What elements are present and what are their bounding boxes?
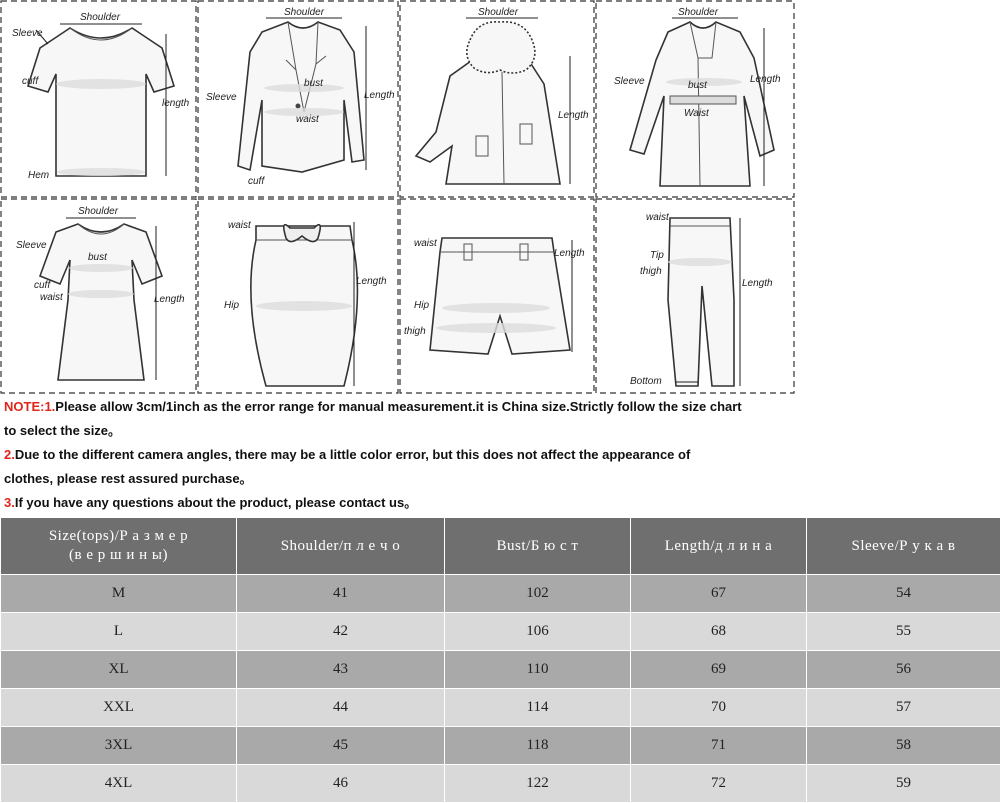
- cell-bust: 106: [445, 613, 631, 651]
- tshirt-diagram: [12, 12, 190, 181]
- dress-bust-label: bust: [88, 252, 108, 263]
- note-3-prefix: 3.: [4, 495, 15, 510]
- cell-size: XXL: [1, 689, 237, 727]
- header-size: [1, 518, 237, 575]
- blazer-shoulder-label: Shoulder: [284, 7, 325, 18]
- trench-sleeve-label: Sleeve: [614, 76, 645, 87]
- note-2-line-2: clothes, please rest assured purchase。: [4, 467, 996, 491]
- note-1-text: Please allow 3cm/1inch as the error range for manual measurement.it is China size.Strictly follow the size chart: [55, 399, 741, 414]
- cell-length: 68: [631, 613, 807, 651]
- fur-coat-diagram: [416, 7, 589, 184]
- cell-length: 72: [631, 765, 807, 803]
- cell-sleeve: 55: [807, 613, 1000, 651]
- trousers-length-label: Length: [742, 278, 773, 289]
- cell-bust: 114: [445, 689, 631, 727]
- shorts-diagram: [404, 238, 585, 354]
- header-size-line1: Size(tops)/Р а з м е р: [49, 528, 188, 544]
- cell-size: XL: [1, 651, 237, 689]
- tshirt-length-label: length: [162, 98, 190, 109]
- blazer-sleeve-label: Sleeve: [206, 92, 237, 103]
- tshirt-cuff-label: cuff: [22, 76, 39, 87]
- blazer-cuff-label: cuff: [248, 176, 265, 187]
- cell-size: L: [1, 613, 237, 651]
- dress-sleeve-label: Sleeve: [16, 240, 47, 251]
- header-sleeve: Sleeve/Р у к а в: [807, 518, 1000, 575]
- trousers-waist-label: waist: [646, 212, 670, 223]
- skirt-diagram: [224, 220, 387, 386]
- dress-cuff-label: cuff: [34, 280, 51, 291]
- header-size-line2: (в е р ш и н ы): [69, 547, 168, 563]
- trousers-diagram: [630, 212, 773, 387]
- blazer-diagram: [206, 7, 395, 187]
- shorts-thigh-label: thigh: [404, 326, 426, 337]
- skirt-length-label: Length: [356, 276, 387, 287]
- garment-diagrams: [0, 0, 1000, 395]
- skirt-waist-label: waist: [228, 220, 252, 231]
- size-chart-table: [0, 517, 1000, 803]
- cell-sleeve: 56: [807, 651, 1000, 689]
- blazer-length-label: Length: [364, 90, 395, 101]
- fur-coat-shoulder-label: Shoulder: [478, 7, 519, 18]
- table-row: [1, 575, 1000, 613]
- trousers-bottom-label: Bottom: [630, 376, 662, 387]
- table-header-row: [1, 518, 1000, 575]
- note-2-line-1: [4, 443, 996, 467]
- cell-shoulder: 41: [237, 575, 445, 613]
- dress-length-label: Length: [154, 294, 185, 305]
- cell-size: 4XL: [1, 765, 237, 803]
- cell-shoulder: 42: [237, 613, 445, 651]
- tshirt-sleeve-label: Sleeve: [12, 28, 43, 39]
- trench-shoulder-label: Shoulder: [678, 7, 719, 18]
- note-2-prefix: 2.: [4, 447, 15, 462]
- dress-diagram: [16, 206, 185, 380]
- cell-size: 3XL: [1, 727, 237, 765]
- cell-bust: 110: [445, 651, 631, 689]
- trench-length-label: Length: [750, 74, 781, 85]
- cell-bust: 118: [445, 727, 631, 765]
- trench-coat-diagram: [614, 7, 781, 186]
- cell-sleeve: 58: [807, 727, 1000, 765]
- note-2-text: Due to the different camera angles, there may be a little color error, but this does not affect the appearance of: [15, 447, 690, 462]
- dress-waist-label: waist: [40, 292, 64, 303]
- table-row: [1, 727, 1000, 765]
- table-row: [1, 765, 1000, 803]
- blazer-bust-label: bust: [304, 78, 324, 89]
- trench-waist-label: Waist: [684, 108, 710, 119]
- cell-shoulder: 45: [237, 727, 445, 765]
- header-shoulder: Shoulder/п л е ч о: [237, 518, 445, 575]
- skirt-hip-label: Hip: [224, 300, 239, 311]
- shorts-waist-label: waist: [414, 238, 438, 249]
- tshirt-hem-label: Hem: [28, 170, 49, 181]
- cell-shoulder: 44: [237, 689, 445, 727]
- blazer-waist-label: waist: [296, 114, 320, 125]
- table-row: [1, 651, 1000, 689]
- table-row: [1, 689, 1000, 727]
- trousers-thigh-label: thigh: [640, 266, 662, 277]
- cell-length: 69: [631, 651, 807, 689]
- cell-shoulder: 46: [237, 765, 445, 803]
- note-3-line-1: [4, 491, 996, 515]
- note-1-line-2: to select the size。: [4, 419, 996, 443]
- cell-sleeve: 59: [807, 765, 1000, 803]
- note-1-line-1: [4, 395, 996, 419]
- trousers-tip-label: Tip: [650, 250, 664, 261]
- cell-sleeve: 57: [807, 689, 1000, 727]
- cell-size: M: [1, 575, 237, 613]
- dress-shoulder-label: Shoulder: [78, 206, 119, 217]
- note-1-prefix: NOTE:1.: [4, 399, 55, 414]
- trench-bust-label: bust: [688, 80, 708, 91]
- notes-section: [4, 395, 996, 515]
- cell-bust: 102: [445, 575, 631, 613]
- cell-length: 67: [631, 575, 807, 613]
- cell-bust: 122: [445, 765, 631, 803]
- cell-length: 70: [631, 689, 807, 727]
- tshirt-shoulder-label: Shoulder: [80, 12, 121, 23]
- cell-sleeve: 54: [807, 575, 1000, 613]
- shorts-length-label: Length: [554, 248, 585, 259]
- table-row: [1, 613, 1000, 651]
- cell-length: 71: [631, 727, 807, 765]
- note-3-text: If you have any questions about the product, please contact us。: [15, 495, 417, 510]
- shorts-hip-label: Hip: [414, 300, 429, 311]
- header-bust: Bust/Б ю с т: [445, 518, 631, 575]
- cell-shoulder: 43: [237, 651, 445, 689]
- header-length: Length/д л и н а: [631, 518, 807, 575]
- fur-coat-length-label: Length: [558, 110, 589, 121]
